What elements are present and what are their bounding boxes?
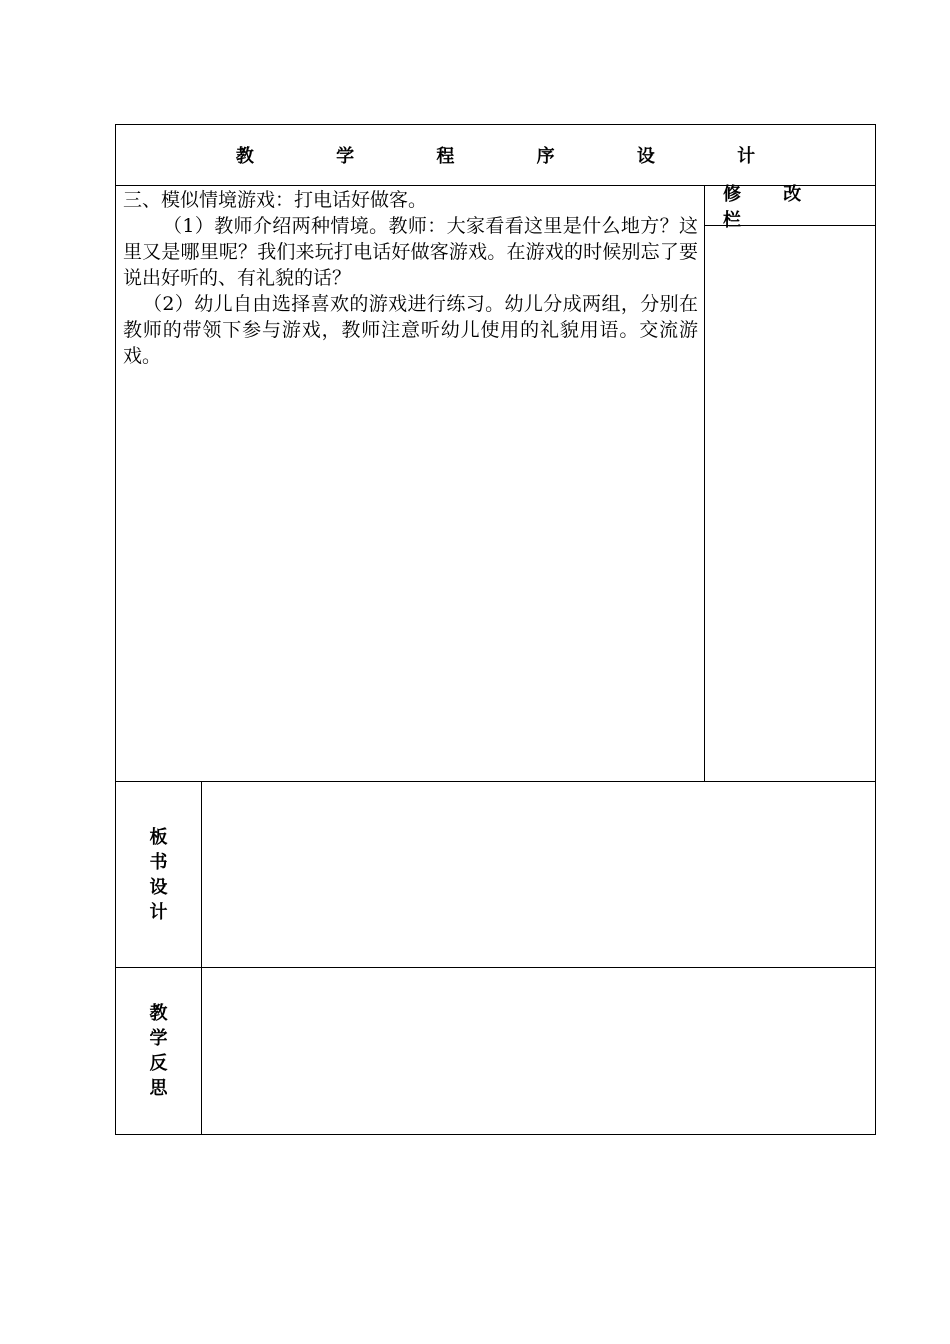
content-paragraph-2: （2）幼儿自由选择喜欢的游戏进行练习。幼儿分成两组，分别在教师的带领下参与游戏，教师注意听幼儿使用的礼貌用语。交流游戏。 (123, 293, 698, 367)
table-title: 教 学 程 序 设 计 (235, 146, 794, 167)
lesson-plan-table (115, 124, 876, 1135)
content-heading: 三、模似情境游戏：打电话好做客。 (123, 189, 428, 211)
revision-column-title: 修 改 栏 (723, 183, 820, 231)
teaching-procedure-content (116, 186, 705, 781)
revision-column (705, 183, 875, 781)
teaching-reflection-label: 教学反思 (149, 1003, 168, 1099)
teaching-reflection-value (202, 968, 875, 1134)
revision-column-header (705, 183, 875, 231)
teaching-reflection-label-cell (116, 968, 202, 1134)
board-design-row (116, 781, 875, 967)
board-design-label: 板书设计 (149, 826, 168, 923)
content-paragraph-1: （1）教师介绍两种情境。教师：大家看看这里是什么地方？这里又是哪里呢？我们来玩打电话好做客游戏。在游戏的时候别忘了要说出好听的、有礼貌的话？ (123, 215, 698, 289)
board-design-value (202, 782, 875, 967)
table-header-row (116, 125, 875, 186)
board-design-label-cell (116, 782, 202, 967)
teaching-reflection-row (116, 967, 875, 1134)
